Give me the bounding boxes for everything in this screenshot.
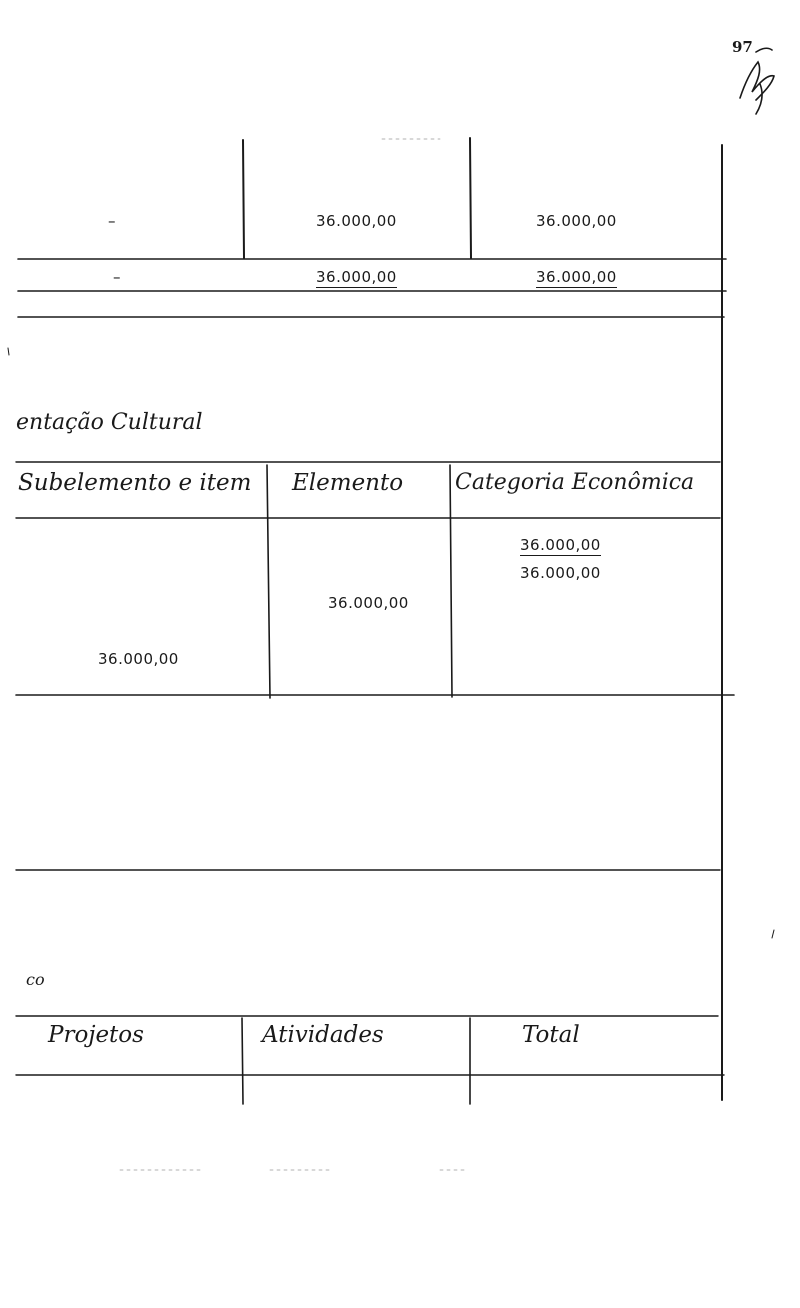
header-projetos: Projetos (48, 1022, 144, 1048)
subelemento-value: 36.000,00 (98, 650, 179, 668)
section1-row2-col3: 36.000,00 (536, 268, 617, 286)
signature-mark (740, 48, 774, 114)
page-number: 97 (732, 38, 753, 56)
section3-heading: co (26, 970, 45, 989)
section1-row1-col3: 36.000,00 (536, 212, 617, 230)
section2-heading: entação Cultural (16, 410, 203, 435)
header-atividades: Atividades (262, 1022, 384, 1048)
section1-row1-col2: 36.000,00 (316, 212, 397, 230)
section1-row2-col2: 36.000,00 (316, 268, 397, 286)
header-subelemento: Subelemento e item (18, 470, 252, 496)
elemento-value: 36.000,00 (328, 594, 409, 612)
section1-row2-col1: – (113, 268, 121, 286)
categoria-value-2: 36.000,00 (520, 564, 601, 582)
header-categoria-economica: Categoria Econômica (455, 470, 695, 495)
section1-row1-col1: – (108, 212, 116, 230)
header-elemento: Elemento (292, 470, 404, 496)
header-total: Total (522, 1022, 580, 1048)
categoria-value-1: 36.000,00 (520, 536, 601, 554)
